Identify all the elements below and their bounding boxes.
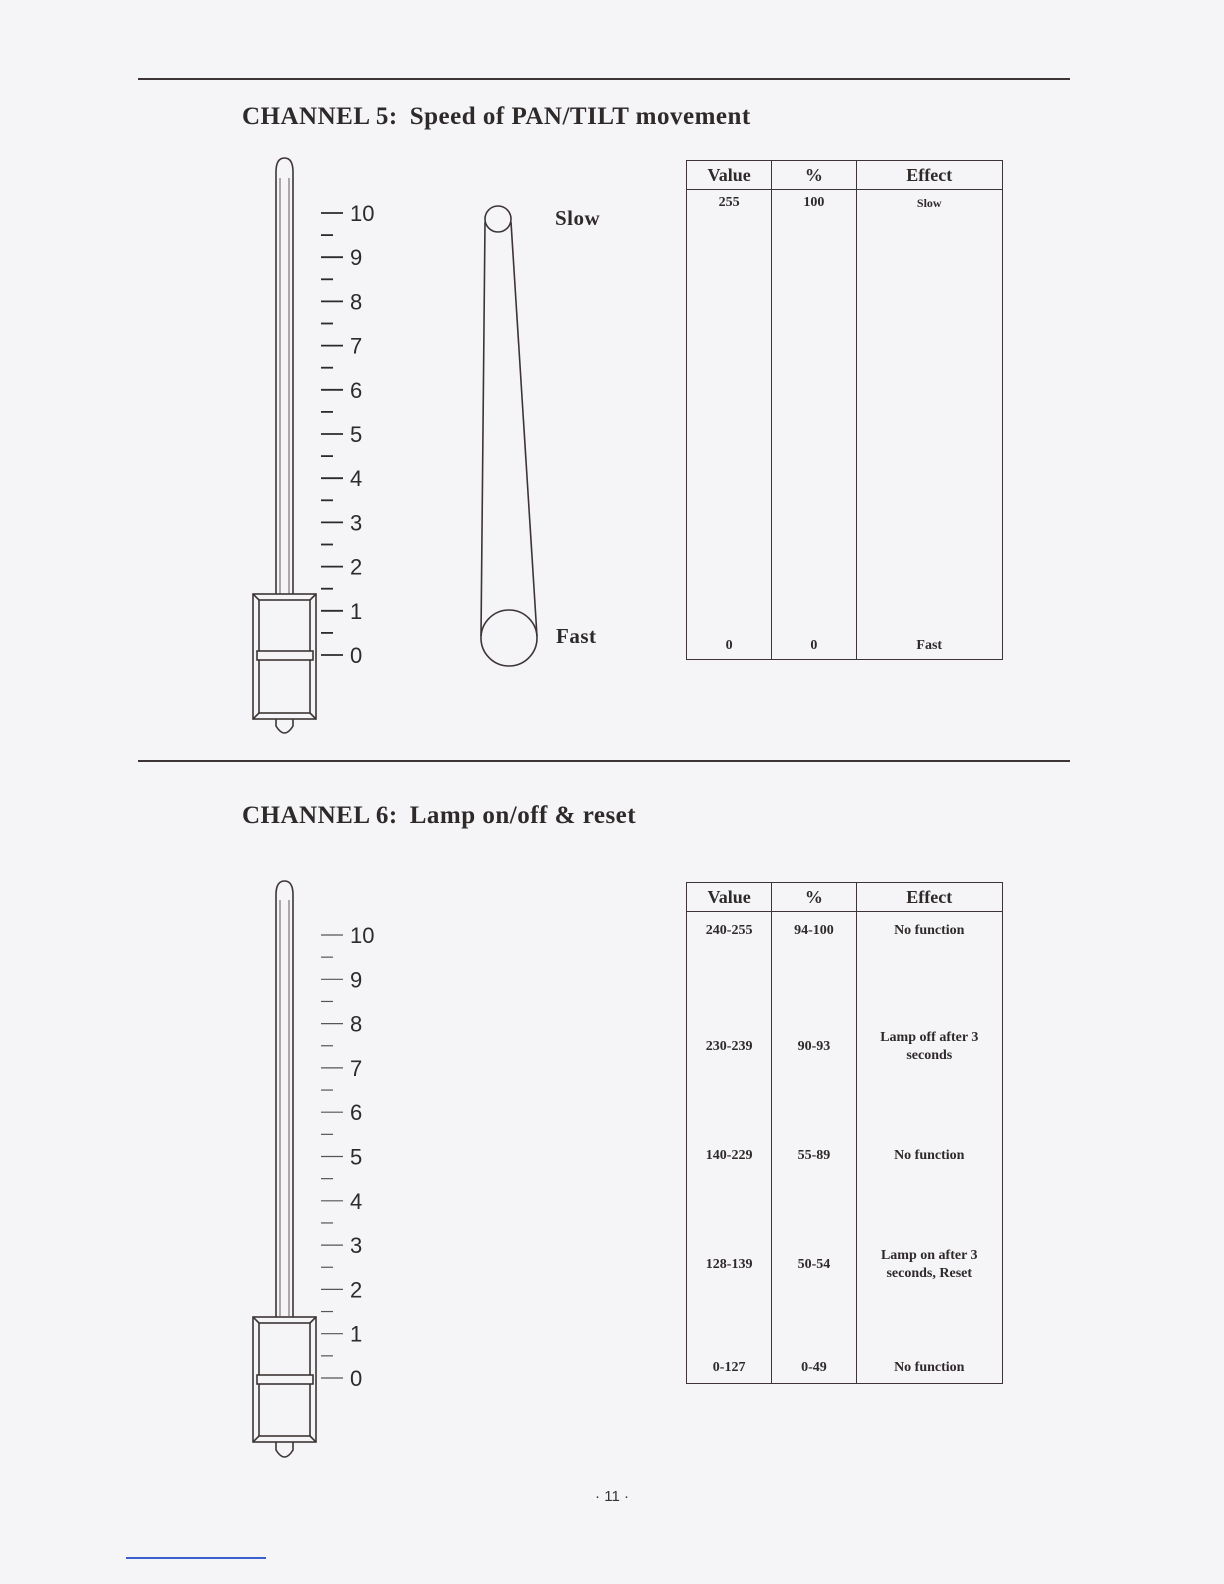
label-fast: Fast [556, 624, 597, 648]
scale-label: 3 [350, 1233, 363, 1259]
channel6-heading-title: Lamp on/off & reset [409, 802, 637, 829]
scale-label: 7 [350, 1055, 363, 1081]
cell-percent: 0-49 [772, 1348, 856, 1383]
page-number: · 11 · [595, 1488, 629, 1505]
scale-label: 1 [350, 598, 363, 624]
label-slow: Slow [555, 206, 601, 230]
channel6-table [686, 882, 1003, 1384]
cell-effect: Lamp on after 3 seconds, Reset [856, 1182, 1002, 1348]
scale-label: 2 [350, 1277, 363, 1303]
channel5-heading-channel: CHANNEL 5: [242, 103, 398, 130]
cell-effect: Slow [856, 190, 1002, 425]
cell-effect: No function [856, 912, 1002, 964]
fader-scale-labels [350, 923, 374, 1391]
scale-label: 6 [350, 1100, 363, 1126]
cell-effect: Lamp off after 3 seconds [856, 964, 1002, 1130]
cell-percent: 55-89 [772, 1130, 856, 1182]
fader-scale-ticks [321, 935, 343, 1378]
fader-track [276, 881, 293, 1320]
table-header-row [687, 883, 1003, 912]
scale-label: 4 [350, 1188, 363, 1214]
cell-value: 128-139 [687, 1182, 772, 1348]
cell-effect: No function [856, 1130, 1002, 1182]
scale-label: 10 [350, 923, 375, 948]
header-effect: Effect [856, 161, 1002, 190]
scale-label: 3 [350, 510, 363, 536]
table-row [687, 912, 1003, 964]
scale-label: 10 [350, 201, 375, 226]
cell-value: 0 [687, 425, 772, 660]
scale-label: 8 [350, 1011, 363, 1037]
header-effect: Effect [856, 883, 1002, 912]
scale-label: 1 [350, 1321, 363, 1347]
cell-value: 0-127 [687, 1348, 772, 1383]
cell-value: 230-239 [687, 964, 772, 1130]
cell-effect: Fast [856, 425, 1002, 660]
cell-value: 140-229 [687, 1130, 772, 1182]
cell-effect: No function [856, 1348, 1002, 1383]
scale-label: 4 [350, 466, 363, 492]
scale-label: 8 [350, 289, 363, 315]
cell-percent: 90-93 [772, 964, 856, 1130]
scale-label: 5 [350, 422, 363, 447]
cell-percent: 50-54 [772, 1182, 856, 1348]
channel5-heading-title: Speed of PAN/TILT movement [409, 103, 751, 130]
scale-label: 0 [350, 1366, 363, 1391]
cell-value: 240-255 [687, 912, 772, 964]
channel6-heading-channel: CHANNEL 6: [242, 802, 398, 829]
fader-knob[interactable] [253, 1317, 316, 1457]
scale-label: 2 [350, 554, 363, 580]
table-row [687, 964, 1003, 1130]
cell-percent: 94-100 [772, 912, 856, 964]
header-value: Value [687, 161, 772, 190]
scale-label: 5 [350, 1144, 363, 1170]
cell-percent: 0 [772, 425, 856, 660]
header-percent: % [772, 883, 856, 912]
table-row [687, 1348, 1003, 1383]
cell-percent: 100 [772, 190, 856, 425]
scale-label: 0 [350, 643, 363, 668]
scale-label: 6 [350, 377, 363, 403]
header-value: Value [687, 883, 772, 912]
table-row [687, 1130, 1003, 1182]
scan-mark [126, 1557, 266, 1559]
scale-label: 7 [350, 333, 363, 359]
scale-label: 9 [350, 967, 363, 993]
header-percent: % [772, 161, 856, 190]
table-row [687, 1182, 1003, 1348]
scale-label: 9 [350, 245, 363, 271]
cell-value: 255 [687, 190, 772, 425]
